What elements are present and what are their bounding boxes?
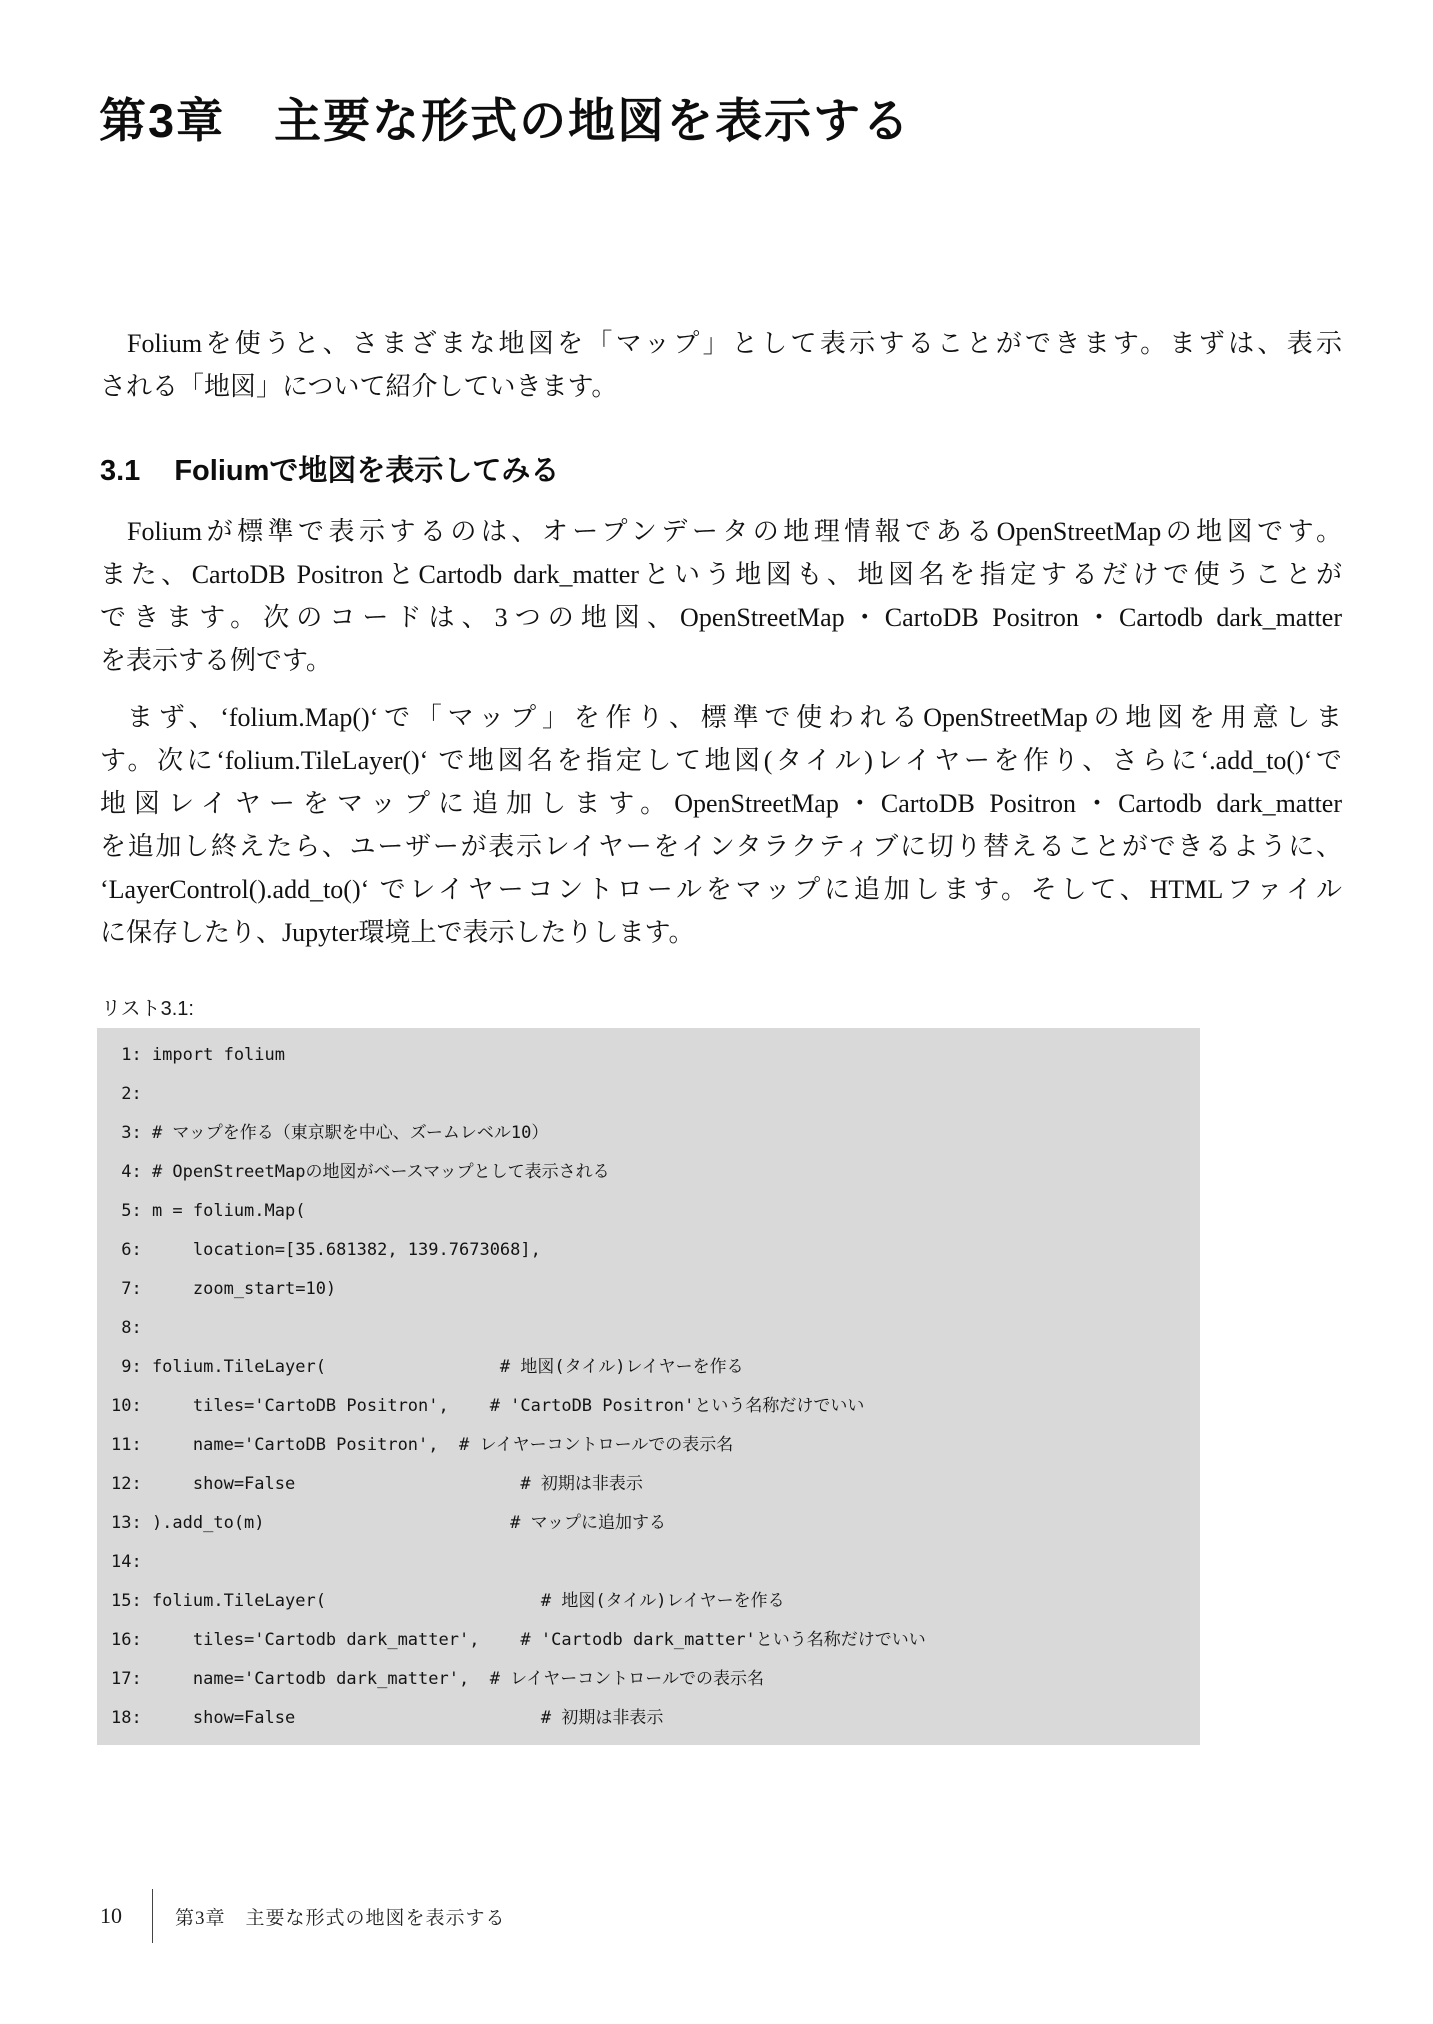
footer-chapter-label: 第3章 主要な形式の地図を表示する bbox=[175, 1907, 506, 1929]
section-heading bbox=[100, 448, 559, 489]
code-line: 13: ).add_to(m) # マップに追加する bbox=[111, 1513, 666, 1533]
code-line: 12: show=False # 初期は非表示 bbox=[111, 1474, 643, 1494]
code-line: 6: location=[35.681382, 139.7673068], bbox=[111, 1240, 541, 1260]
page-footer bbox=[100, 1888, 506, 1944]
text-line: できます。次のコードは、3つの地図、OpenStreetMap・CartoDB Positron・Cartodb dark_matter bbox=[100, 603, 1342, 632]
code-line: 1: import folium bbox=[111, 1045, 285, 1065]
page-number: 10 bbox=[100, 1903, 122, 1928]
code-line: 11: name='CartoDB Positron', # レイヤーコントロールでの表示名 bbox=[111, 1435, 734, 1455]
code-line: 18: show=False # 初期は非表示 bbox=[111, 1708, 664, 1728]
code-line: 17: name='Cartodb dark_matter', # レイヤーコントロールでの表示名 bbox=[111, 1669, 764, 1689]
section-title: Foliumで地図を表示してみる bbox=[174, 455, 560, 487]
text-line: ‘LayerControl().add_to()‘ でレイヤーコントロールをマップに追加します。そして、HTMLファイル bbox=[100, 875, 1342, 904]
code-line: 2: bbox=[111, 1084, 142, 1104]
text-line: す。次に‘folium.TileLayer()‘ で地図名を指定して地図(タイル)レイヤーを作り、さらに‘.add_to()‘で bbox=[100, 746, 1342, 775]
code-line: 14: bbox=[111, 1552, 142, 1572]
body-paragraph-2 bbox=[100, 696, 1342, 954]
code-line: 10: tiles='CartoDB Positron', # 'CartoDB Positron'という名称だけでいい bbox=[111, 1396, 865, 1416]
text-line: また、CartoDB PositronとCartodb dark_matterという地図も、地図名を指定するだけで使うことが bbox=[100, 560, 1342, 589]
code-line: 4: # OpenStreetMapの地図がベースマップとして表示される bbox=[111, 1162, 610, 1182]
text-line: まず、‘folium.Map()‘で「マップ」を作り、標準で使われるOpenStreetMapの地図を用意しま bbox=[127, 703, 1342, 732]
code-line: 8: bbox=[111, 1318, 142, 1338]
text-line: Foliumが標準で表示するのは、オープンデータの地理情報であるOpenStreetMapの地図です。 bbox=[127, 517, 1342, 546]
text-line: を追加し終えたら、ユーザーが表示レイヤーをインタラクティブに切り替えることができるように、 bbox=[100, 832, 1342, 861]
code-line: 16: tiles='Cartodb dark_matter', # 'Cartodb dark_matter'という名称だけでいい bbox=[111, 1630, 926, 1650]
code-line: 3: # マップを作る（東京駅を中心、ズームレベル10） bbox=[111, 1123, 549, 1143]
chapter-title: 第3章 主要な形式の地図を表示する bbox=[99, 94, 912, 147]
code-line: 15: folium.TileLayer( # 地図(タイル)レイヤーを作る bbox=[111, 1591, 785, 1611]
code-line: 9: folium.TileLayer( # 地図(タイル)レイヤーを作る bbox=[111, 1357, 744, 1377]
text-line: Foliumを使うと、さまざまな地図を「マップ」として表示することができます。まずは、表示 bbox=[127, 329, 1342, 358]
code-line: 5: m = folium.Map( bbox=[111, 1201, 306, 1221]
section-number: 3.1 bbox=[100, 455, 141, 487]
footer-divider bbox=[152, 1889, 153, 1943]
code-line: 7: zoom_start=10) bbox=[111, 1279, 337, 1299]
body-paragraph-1 bbox=[100, 510, 1342, 682]
intro-paragraph bbox=[100, 322, 1342, 408]
text-line: を表示する例です。 bbox=[100, 646, 332, 675]
code-listing bbox=[97, 1028, 1200, 1745]
listing-caption: リスト3.1: bbox=[101, 998, 194, 1020]
text-line: に保存したり、Jupyter環境上で表示したりします。 bbox=[100, 918, 695, 947]
text-line: される「地図」について紹介していきます。 bbox=[100, 372, 618, 401]
text-line: 地図レイヤーをマップに追加します。OpenStreetMap・CartoDB Positron・Cartodb dark_matter bbox=[100, 789, 1342, 818]
